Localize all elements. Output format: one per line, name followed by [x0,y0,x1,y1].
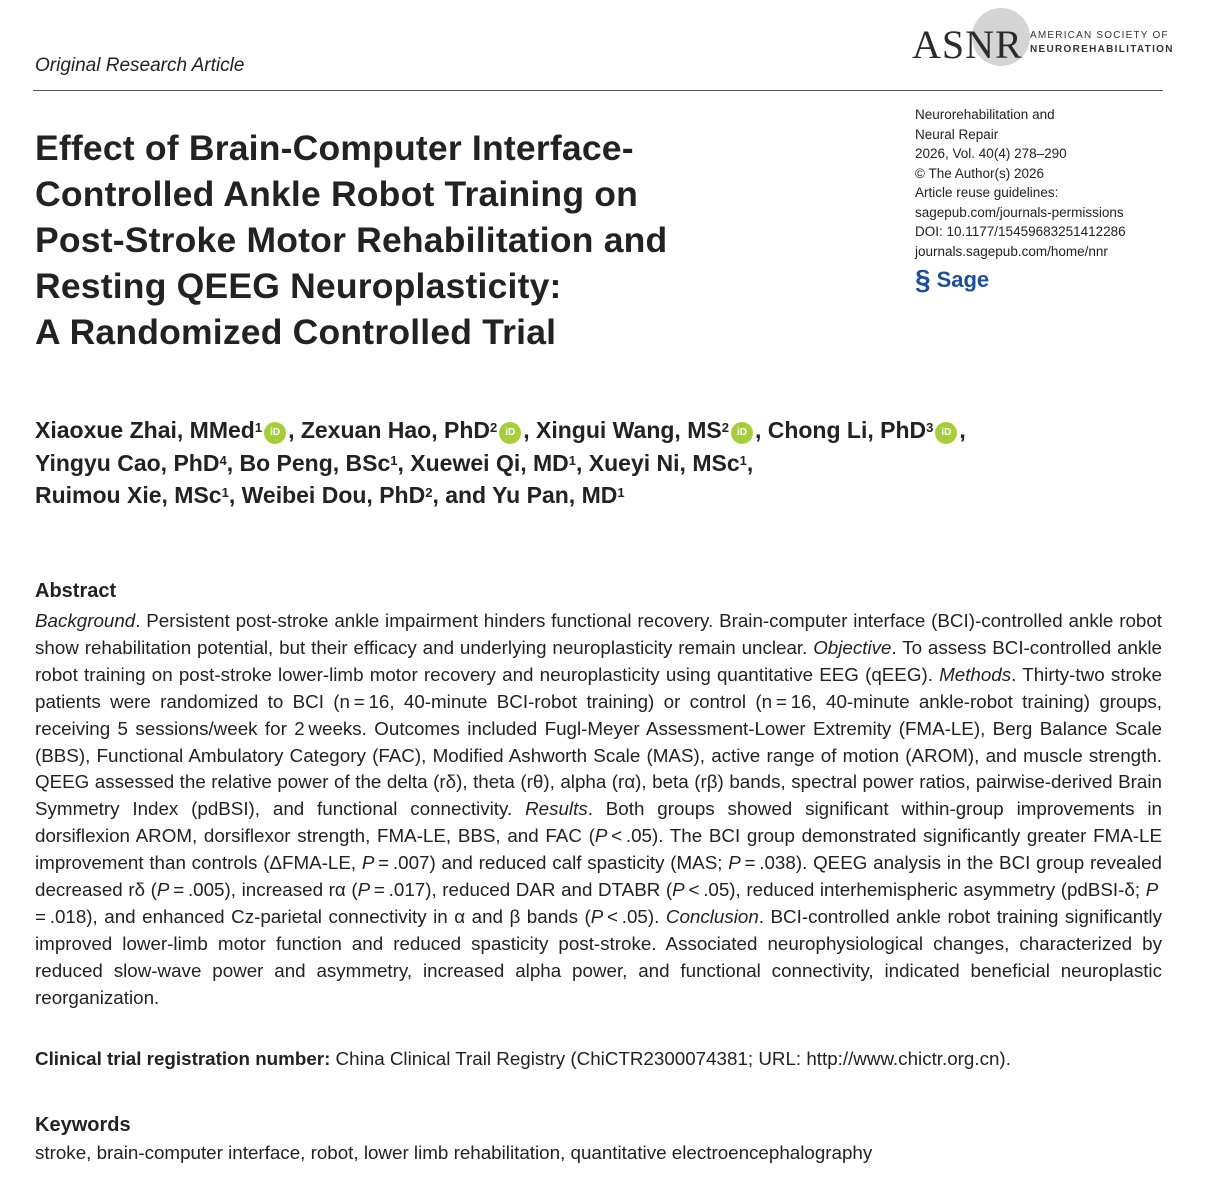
article-title [35,125,895,355]
author-separator: , [959,417,966,443]
reuse-guidelines-label: Article reuse guidelines: [915,185,1059,200]
author-separator: , [746,449,754,476]
abstract-italic-text: P [361,852,375,874]
author-list [35,414,1195,512]
trial-registration-label: Clinical trial registration number: [35,1048,331,1069]
author-name: Weibei Dou, PhD [241,482,426,508]
journal-home-link[interactable]: journals.sagepub.com/home/nnr [915,243,1108,259]
asnr-logo [912,8,1172,68]
abstract-body [35,608,1162,1012]
title-line: Post-Stroke Motor Rehabilitation and [35,220,668,260]
author-name: Bo Peng, BSc [239,449,391,476]
author-name: Ruimou Xie, MSc [35,482,222,508]
journal-meta [915,105,1126,261]
abstract-italic-text: P [594,825,608,847]
abstract-italic-text: P [156,879,170,901]
affiliation-number: 2 [490,420,498,435]
author-separator: , and [432,482,493,508]
abstract-italic-text: Conclusion [665,905,759,927]
journal-volume: 2026, Vol. 40(4) 278–290 [915,146,1067,161]
copyright: © The Author(s) 2026 [915,165,1045,181]
author-name: Xiaoxue Zhai, MMed [35,417,255,443]
title-line: A Randomized Controlled Trial [35,312,557,352]
author-separator: , [397,449,411,476]
affiliation-number: 3 [926,420,934,435]
abstract-italic-text: P [1145,879,1159,901]
author-name: Xingui Wang, MS [536,417,722,443]
orcid-icon[interactable]: iD [935,422,957,444]
doi-link[interactable]: DOI: 10.1177/15459683251412286 [915,224,1126,239]
author-separator: , [523,417,537,443]
affiliation-number: 1 [390,452,398,468]
affiliation-number: 2 [425,485,433,500]
author-separator: , [228,482,242,508]
author-name: Yingyu Cao, PhD [35,449,220,476]
author-name: Chong Li, PhD [767,417,927,443]
journal-name-line-1: Neurorehabilitation and [915,107,1055,122]
author-name: Zexuan Hao, PhD [300,417,490,443]
abstract-text: = .007) and reduced calf spasticity (MAS; [374,852,729,874]
abstract-italic-text: P [728,852,741,874]
abstract-heading: Abstract [35,580,117,602]
orcid-icon[interactable]: iD [264,422,286,444]
author-name: Yu Pan, MD [492,482,618,508]
abstract-text: . Persistent post-stroke ankle impairment hinders functional recovery. Brain-computer interface (BCI)-controlled ankle robot show rehabilitation potential, but their efficacy and underlying neuroplasticity remain unclear. [35,610,1162,658]
abstract-text: < .05). The BCI group demonstrated significantly greater FMA-LE improvement than controls (ΔFMA-LE, [35,825,1163,874]
author-separator: , [288,417,301,443]
affiliation-number: 1 [254,420,263,435]
title-line: Controlled Ankle Robot Training on [35,174,639,214]
header-divider [33,90,1163,91]
logo-society-line-1: AMERICAN SOCIETY OF [1030,30,1169,41]
abstract-italic-text: Results [525,798,588,820]
abstract-italic-text: Objective [813,636,892,658]
title-line: Resting QEEG Neuroplasticity: [35,266,562,306]
affiliation-number: 2 [721,420,729,435]
abstract-italic-text: P [590,905,604,927]
abstract-italic-text: P [357,879,371,901]
author-separator: , [576,449,589,476]
abstract-text: . To assess BCI-controlled ankle robot training on post-stroke lower-limb motor recovery and neuroplasticity using quantitative EEG (qEEG). [35,636,1162,685]
abstract-text: . Both groups showed significant within-group improvements in dorsiflexion AROM, dorsiflexor strength, FMA-LE, BBS, and FAC ( [35,798,1162,847]
author-name: Xuewei Qi, MD [410,449,569,476]
abstract-text: . BCI-controlled ankle robot training significantly improved lower-limb motor function and reduced spasticity post-stroke. Associated neurophysiological changes, characterized by reduced slow-wave power and asymmetry, increased alpha power, and functional connectivity, indicated beneficial neuroplastic reorganization. [35,905,1162,1008]
abstract-text: . Thirty-two stroke patients were randomized to BCI (n = 16, 40-minute BCI-robot training) or control (n = 16, 40-minute ankle-robot training) groups, receiving 5 sessions/week for 2 weeks. Outcomes included Fugl-Meyer Assessment-Lower Extremity (FMA-LE), Berg Balance Scale (BBS), Functional Ambulatory Category (FAC), Modified Ashworth Scale (MAS), active range of motion (AROM), and muscle strength. QEEG assessed the relative power of the delta (rδ), theta (rθ), alpha (rα), beta (rβ) bands, spectral power ratios, pairwise-derived Brain Symmetry Index (pdBSI), and functional connectivity. [35,663,1162,820]
permissions-link[interactable]: sagepub.com/journals-permissions [915,204,1124,220]
affiliation-number: 1 [617,485,625,500]
logo-society-line-2: NEUROREHABILITATION [1030,44,1174,55]
trial-registration [35,1048,1195,1070]
abstract-text: = .038). QEEG analysis in the BCI group revealed decreased rδ ( [35,852,1162,901]
publisher-logo [915,266,989,294]
abstract-italic-text: Methods [939,663,1012,685]
abstract-text: = .017), reduced DAR and DTABR ( [370,879,673,901]
article-type-label: Original Research Article [35,55,245,76]
author-separator: , [754,417,768,443]
abstract-text: < .05). [603,905,666,927]
abstract-italic-text: Background [35,610,136,631]
orcid-icon[interactable]: iD [731,422,753,444]
abstract-text: < .05), reduced interhemispheric asymmetry (pdBSI-δ; [684,879,1146,901]
abstract-text: = .005), increased rα ( [169,879,358,901]
logo-letters: ASNR [912,22,1023,67]
affiliation-number: 1 [739,452,747,468]
keywords-heading: Keywords [35,1114,131,1136]
sage-s-icon: § [915,264,931,295]
keywords-list: stroke, brain-computer interface, robot, lower limb rehabilitation, quantitative electroencephalography [35,1142,873,1163]
journal-name-line-2: Neural Repair [915,126,999,142]
author-name: Xueyi Ni, MSc [588,449,740,476]
affiliation-number: 1 [221,485,229,500]
author-separator: , [226,449,240,476]
trial-registration-text: China Clinical Trail Registry (ChiCTR2300074381; URL: http://www.chictr.org.cn). [330,1048,1011,1069]
affiliation-number: 4 [219,452,227,468]
abstract-text: = .018), and enhanced Cz-parietal connectivity in α and β bands ( [35,879,1162,927]
affiliation-number: 1 [568,452,577,468]
publisher-name: Sage [936,267,990,292]
orcid-icon[interactable]: iD [499,422,521,444]
abstract-italic-text: P [672,879,685,901]
title-line: Effect of Brain-Computer Interface- [35,128,634,168]
